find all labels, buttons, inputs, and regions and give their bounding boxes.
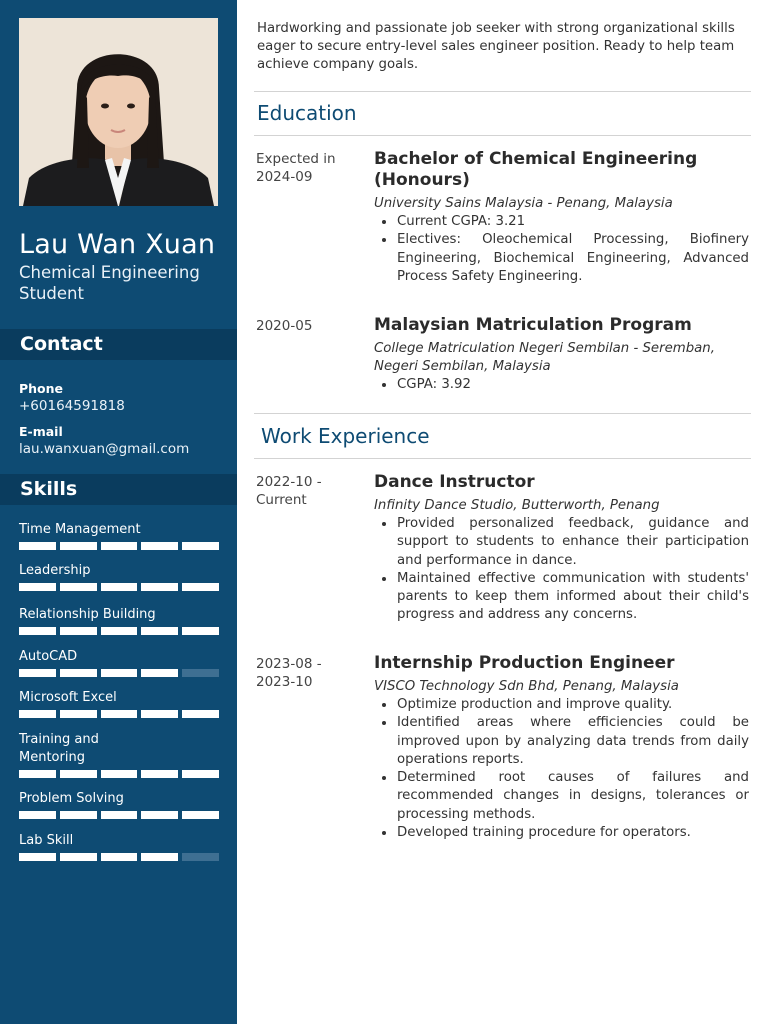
summary-text: Hardworking and passionate job seeker with strong organizational skills eager to secure entry-level sales engineer position. Ready to help team achieve company goals. — [257, 21, 735, 72]
skill-bar-filled — [141, 669, 178, 677]
skill-bar-filled — [182, 770, 219, 778]
skill-bar-filled — [141, 710, 178, 718]
skill-bar-filled — [101, 627, 138, 635]
profile-role: Chemical Engineering Student — [19, 263, 200, 303]
skill-bar-filled — [101, 770, 138, 778]
entry-date: 2023-08 - 2023-10 — [256, 656, 322, 690]
skill-level-bar — [19, 811, 219, 819]
skill-level-bar — [19, 770, 219, 778]
skill-name: AutoCAD — [19, 649, 78, 664]
list-item: Determined root causes of failures and recommended changes in designs, tolerances or processing methods. — [374, 769, 749, 824]
skill-item — [19, 832, 219, 861]
phone-value[interactable]: +60164591818 — [19, 398, 125, 414]
skill-bar-filled — [141, 853, 178, 861]
divider — [254, 135, 751, 136]
skill-bar-filled — [141, 583, 178, 591]
skill-item — [19, 689, 219, 718]
profile-photo — [19, 18, 218, 206]
entry-date: 2020-05 — [256, 318, 313, 334]
skill-bar-filled — [182, 811, 219, 819]
entry-title: Bachelor of Chemical Engineering (Honours) — [374, 149, 698, 190]
divider — [254, 458, 751, 459]
skill-bar-filled — [101, 853, 138, 861]
contact-heading: Contact — [0, 329, 237, 360]
skill-bar-filled — [19, 853, 56, 861]
skill-item — [19, 648, 219, 677]
skill-item — [19, 521, 219, 550]
work-heading: Work Experience — [261, 424, 430, 448]
skill-bar-filled — [182, 542, 219, 550]
skill-bar-filled — [141, 811, 178, 819]
skill-name: Lab Skill — [19, 833, 74, 848]
email-value[interactable]: lau.wanxuan@gmail.com — [19, 441, 190, 457]
skill-name: Problem Solving — [19, 791, 124, 806]
skill-bar-filled — [141, 627, 178, 635]
entry-org: VISCO Technology Sdn Bhd, Penang, Malaysia — [374, 679, 679, 694]
divider — [254, 413, 751, 414]
skill-bar-filled — [182, 710, 219, 718]
skill-name: Leadership — [19, 563, 91, 578]
skill-bar-filled — [101, 811, 138, 819]
education-heading: Education — [257, 101, 357, 125]
list-item: Developed training procedure for operators. — [374, 824, 749, 842]
skill-name: Relationship Building — [19, 607, 156, 622]
skill-item — [19, 606, 219, 635]
skill-name: Microsoft Excel — [19, 690, 117, 705]
skill-bar-filled — [60, 770, 97, 778]
list-item: Identified areas where efficiencies could be improved upon by analyzing data trends from daily operations reports. — [374, 714, 749, 769]
skill-level-bar — [19, 669, 219, 677]
entry-org: College Matriculation Negeri Sembilan - Seremban, Negeri Sembilan, Malaysia — [374, 341, 715, 374]
skill-bar-filled — [101, 710, 138, 718]
entry-title: Dance Instructor — [374, 472, 535, 492]
sidebar — [0, 0, 237, 1024]
list-item: Provided personalized feedback, guidance and support to students to enhance their participation and performance in dance. — [374, 515, 749, 570]
skill-name: Training and Mentoring — [19, 732, 99, 765]
skill-bar-filled — [60, 811, 97, 819]
skill-bar-filled — [182, 583, 219, 591]
skill-bar-filled — [101, 542, 138, 550]
skill-level-bar — [19, 627, 219, 635]
profile-name: Lau Wan Xuan — [19, 229, 216, 260]
skill-bar-empty — [182, 669, 219, 677]
entry-date: Expected in 2024-09 — [256, 151, 336, 185]
skill-item — [19, 790, 219, 819]
skill-bar-filled — [19, 583, 56, 591]
skill-level-bar — [19, 542, 219, 550]
entry-date: 2022-10 - Current — [256, 474, 322, 508]
education-entry — [374, 149, 749, 286]
entry-bullets — [374, 515, 749, 625]
skill-bar-filled — [141, 542, 178, 550]
skill-bar-filled — [19, 770, 56, 778]
entry-org: Infinity Dance Studio, Butterworth, Penang — [374, 498, 660, 513]
entry-bullets — [374, 696, 749, 842]
work-entry — [374, 472, 749, 625]
list-item: Current CGPA: 3.21 — [374, 213, 749, 231]
skill-bar-filled — [60, 583, 97, 591]
skill-level-bar — [19, 583, 219, 591]
skill-bar-filled — [19, 710, 56, 718]
skill-bar-filled — [60, 627, 97, 635]
skill-bar-filled — [19, 669, 56, 677]
skill-name: Time Management — [19, 522, 141, 537]
entry-bullets — [374, 213, 749, 286]
phone-label: Phone — [19, 381, 64, 396]
skill-bar-filled — [19, 627, 56, 635]
education-entry — [374, 315, 749, 394]
skills-heading: Skills — [0, 474, 237, 505]
work-entry — [374, 653, 749, 842]
email-label: E-mail — [19, 424, 63, 439]
entry-bullets — [374, 376, 749, 394]
skill-bar-filled — [182, 627, 219, 635]
skill-level-bar — [19, 710, 219, 718]
list-item: Optimize production and improve quality. — [374, 696, 749, 714]
list-item: Electives: Oleochemical Processing, Biofinery Engineering, Biochemical Engineering, Advanced Process Safety Engineering. — [374, 231, 749, 286]
skill-bar-filled — [60, 542, 97, 550]
list-item: Maintained effective communication with students' parents to keep them informed about their child's progress and address any concerns. — [374, 570, 749, 625]
entry-org: University Sains Malaysia - Penang, Malaysia — [374, 196, 673, 211]
list-item: CGPA: 3.92 — [374, 376, 749, 394]
skill-bar-filled — [19, 542, 56, 550]
skill-bar-filled — [19, 811, 56, 819]
skill-bar-empty — [182, 853, 219, 861]
skill-bar-filled — [60, 853, 97, 861]
entry-title: Internship Production Engineer — [374, 653, 675, 673]
skill-bar-filled — [101, 583, 138, 591]
skill-bar-filled — [141, 770, 178, 778]
skill-bar-filled — [60, 710, 97, 718]
skill-bar-filled — [60, 669, 97, 677]
skill-level-bar — [19, 853, 219, 861]
divider — [254, 91, 751, 92]
skill-item — [19, 731, 219, 778]
skill-item — [19, 562, 219, 591]
entry-title: Malaysian Matriculation Program — [374, 315, 692, 335]
skill-bar-filled — [101, 669, 138, 677]
